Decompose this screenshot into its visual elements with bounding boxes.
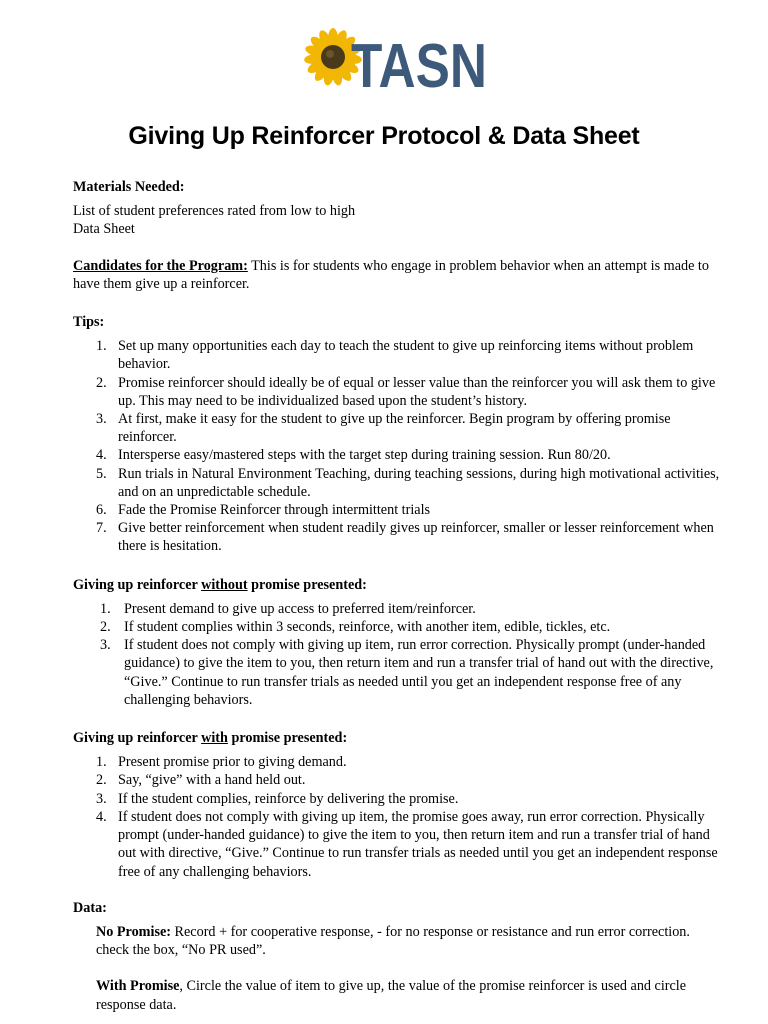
list-text: If the student complies, reinforce by delivering the promise. bbox=[118, 790, 459, 807]
heading-underlined: without bbox=[201, 576, 248, 593]
list-item bbox=[73, 501, 723, 519]
materials-line-1: List of student preferences rated from low to high bbox=[73, 203, 356, 220]
list-item bbox=[73, 771, 723, 789]
list-number: 6. bbox=[96, 502, 107, 519]
list-number: 4. bbox=[96, 447, 107, 464]
list-text: Present promise prior to giving demand. bbox=[118, 754, 347, 771]
materials-heading: Materials Needed: bbox=[73, 179, 185, 195]
list-text: Intersperse easy/mastered steps with the target step during training session. Run 80/20. bbox=[118, 447, 611, 464]
data-heading: Data: bbox=[73, 899, 107, 916]
list-item bbox=[73, 446, 723, 464]
list-number: 2. bbox=[100, 619, 111, 636]
no-promise-label: No Promise: bbox=[96, 923, 171, 940]
sunflower-icon bbox=[303, 27, 489, 101]
list-number: 2. bbox=[96, 374, 107, 391]
tips-heading: Tips: bbox=[73, 314, 105, 331]
without-promise-heading bbox=[73, 576, 723, 594]
with-promise-list bbox=[73, 753, 723, 880]
list-text: Set up many opportunities each day to teach the student to give up reinforcing items without problem behavior. bbox=[118, 338, 694, 373]
candidates-paragraph bbox=[73, 257, 723, 293]
list-number: 2. bbox=[96, 772, 107, 789]
with-promise-text: , Circle the value of item to give up, the value of the promise reinforcer is used and circle response data. bbox=[96, 978, 687, 1013]
with-promise-paragraph bbox=[73, 977, 723, 1013]
list-text: At first, make it easy for the student to give up the reinforcer. Begin program by offering promise reinforcer. bbox=[118, 411, 671, 446]
list-number: 4. bbox=[96, 808, 107, 825]
list-number: 3. bbox=[100, 637, 111, 654]
document-body bbox=[73, 178, 723, 1014]
no-promise-paragraph bbox=[73, 923, 723, 959]
no-promise-text: Record + for cooperative response, - for no response or resistance and run error correction. check the box, “No PR used”. bbox=[96, 923, 690, 959]
list-text: Run trials in Natural Environment Teaching, during teaching sessions, during high motivational activities, and on an unpredictable schedule. bbox=[118, 465, 720, 500]
list-item bbox=[73, 465, 723, 501]
heading-text: promise presented: bbox=[227, 730, 348, 747]
heading-underlined: with bbox=[201, 730, 228, 747]
list-item bbox=[73, 808, 723, 881]
list-number: 3. bbox=[96, 790, 107, 807]
list-number: 3. bbox=[96, 411, 107, 428]
list-number: 5. bbox=[96, 465, 107, 482]
list-item bbox=[73, 618, 723, 636]
list-item bbox=[73, 753, 723, 771]
list-text: If student does not comply with giving up item, the promise goes away, run error correction. Physically prompt (under-handed guidance) to give the item to you, then return item and run a transfer trial of hand out with directive, “Give.” Continue to run transfer trials as needed until you get an independent response free of any challenging behaviors. bbox=[118, 808, 718, 880]
list-item bbox=[73, 790, 723, 808]
candidates-label: Candidates for the Program: bbox=[73, 257, 248, 274]
heading-text: Giving up reinforcer bbox=[73, 576, 202, 593]
with-promise-heading bbox=[73, 729, 723, 747]
list-text: If student complies within 3 seconds, reinforce, with another item, edible, tickles, etc. bbox=[124, 619, 611, 636]
with-promise-label: With Promise bbox=[96, 978, 180, 995]
list-item bbox=[73, 636, 723, 709]
list-number: 1. bbox=[100, 600, 111, 617]
list-text: Promise reinforcer should ideally be of equal or lesser value than the reinforcer you will ask them to give up. This may need to be individualized based upon the student’s history. bbox=[118, 374, 716, 409]
logo-text: TASN bbox=[351, 32, 487, 101]
heading-text: promise presented: bbox=[247, 576, 367, 593]
list-text: If student does not comply with giving up item, run error correction. Physically prompt (under-handed guidance) to give the item to you, then return item and run a transfer trial of hand out with the directive, “Give.” Continue to run transfer trials as needed until you get an independent response free of any challenging behaviors. bbox=[124, 637, 714, 708]
list-item bbox=[73, 519, 723, 555]
tips-list bbox=[73, 337, 723, 555]
tasn-logo bbox=[303, 27, 489, 101]
without-promise-list bbox=[73, 600, 723, 709]
list-item bbox=[73, 374, 723, 410]
list-text: Give better reinforcement when student readily gives up reinforcer, smaller or lesser reinforcement when there is hesitation. bbox=[118, 520, 714, 555]
list-text: Fade the Promise Reinforcer through intermittent trials bbox=[118, 502, 431, 519]
list-item bbox=[73, 337, 723, 373]
page-title: Giving Up Reinforcer Protocol & Data Sheet bbox=[128, 122, 640, 150]
candidates-text: This is for students who engage in problem behavior when an attempt is made to have them give up a reinforcer. bbox=[73, 257, 709, 292]
list-text: Present demand to give up access to preferred item/reinforcer. bbox=[124, 600, 476, 617]
list-text: Say, “give” with a hand held out. bbox=[118, 772, 306, 789]
heading-text: Giving up reinforcer bbox=[73, 730, 202, 747]
list-item bbox=[73, 410, 723, 446]
list-number: 1. bbox=[96, 754, 107, 771]
list-number: 7. bbox=[96, 520, 107, 537]
list-number: 1. bbox=[96, 338, 107, 355]
list-item bbox=[73, 600, 723, 618]
materials-line-2: Data Sheet bbox=[73, 221, 135, 238]
